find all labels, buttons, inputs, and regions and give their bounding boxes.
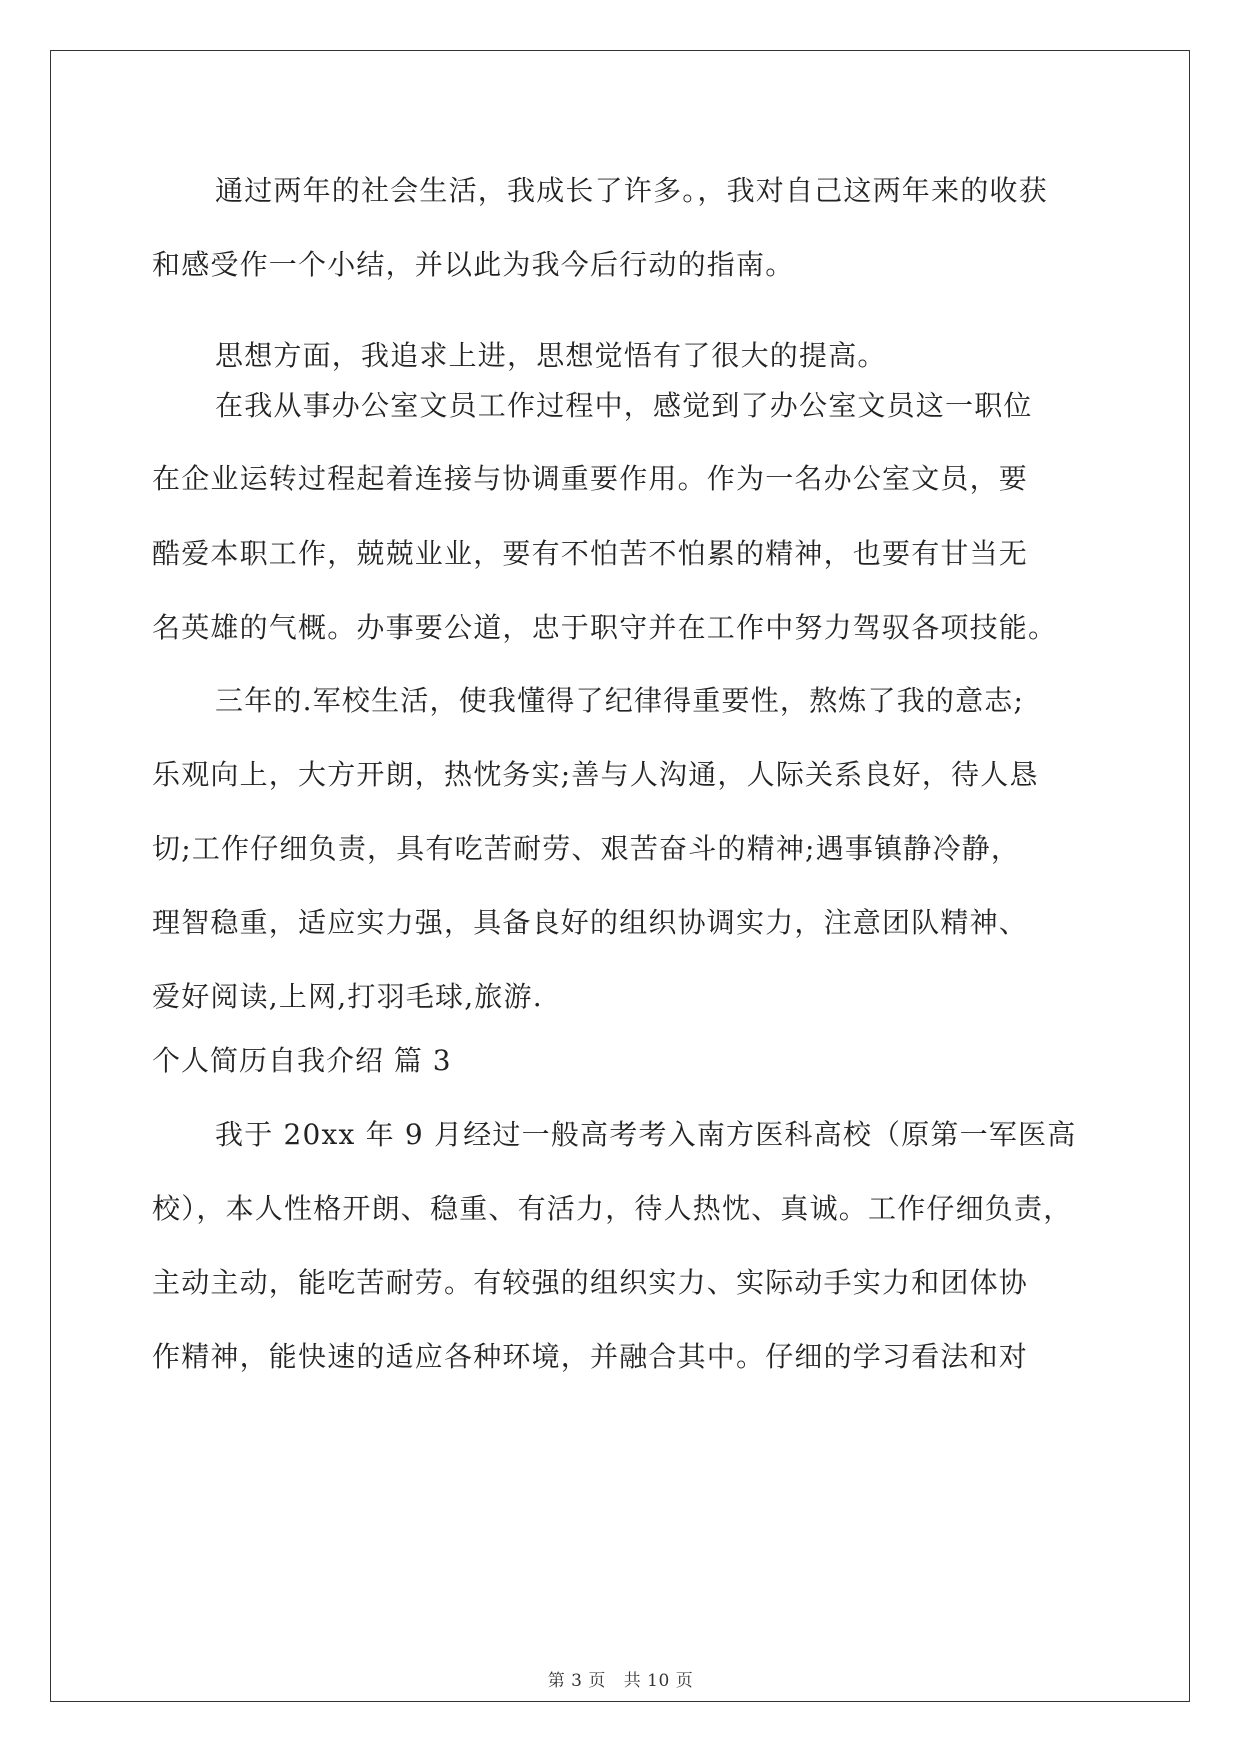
paragraph-line: 主动主动，能吃苦耐劳。有较强的组织实力、实际动手实力和团体协: [152, 1266, 1029, 1299]
paragraph-line: 通过两年的社会生活，我成长了许多。，我对自己这两年来的收获: [215, 174, 1048, 207]
page-total: 共 10 页: [623, 1671, 694, 1691]
paragraph-line: 切;工作仔细负责，具有吃苦耐劳、艰苦奋斗的精神;遇事镇静冷静，: [152, 832, 1021, 865]
page-number: 第 3 页: [547, 1671, 606, 1691]
paragraph-line: 三年的.军校生活，使我懂得了纪律得重要性，熬炼了我的意志;: [215, 684, 1025, 717]
paragraph-line: 酷爱本职工作，兢兢业业，要有不怕苦不怕累的精神，也要有甘当无: [152, 537, 1029, 570]
section-heading: 个人简历自我介绍 篇 3: [152, 1044, 452, 1077]
paragraph-line: 乐观向上，大方开朗，热忱务实;善与人沟通，人际关系良好，待人恳: [152, 758, 1039, 791]
paragraph-line: 在企业运转过程起着连接与协调重要作用。作为一名办公室文员，要: [152, 462, 1029, 495]
paragraph-line: 作精神，能快速的适应各种环境，并融合其中。仔细的学习看法和对: [152, 1340, 1029, 1373]
paragraph-line: 我于 20xx 年 9 月经过一般高考考入南方医科高校（原第一军医高: [215, 1118, 1077, 1151]
paragraph-line: 和感受作一个小结，并以此为我今后行动的指南。: [152, 248, 795, 281]
paragraph-line: 名英雄的气概。办事要公道，忠于职守并在工作中努力驾驭各项技能。: [152, 611, 1058, 644]
paragraph-line: 在我从事办公室文员工作过程中，感觉到了办公室文员这一职位: [215, 389, 1033, 422]
paragraph-line: 理智稳重，适应实力强，具备良好的组织协调实力，注意团队精神、: [152, 906, 1029, 939]
paragraph-line: 爱好阅读,上网,打羽毛球,旅游.: [152, 980, 543, 1013]
page-border: [50, 50, 1190, 1702]
page-footer: [0, 1666, 1241, 1691]
paragraph-line: 思想方面，我追求上进，思想觉悟有了很大的提高。: [215, 339, 887, 372]
paragraph-line: 校），本人性格开朗、稳重、有活力，待人热忱、真诚。工作仔细负责，: [152, 1192, 1073, 1225]
